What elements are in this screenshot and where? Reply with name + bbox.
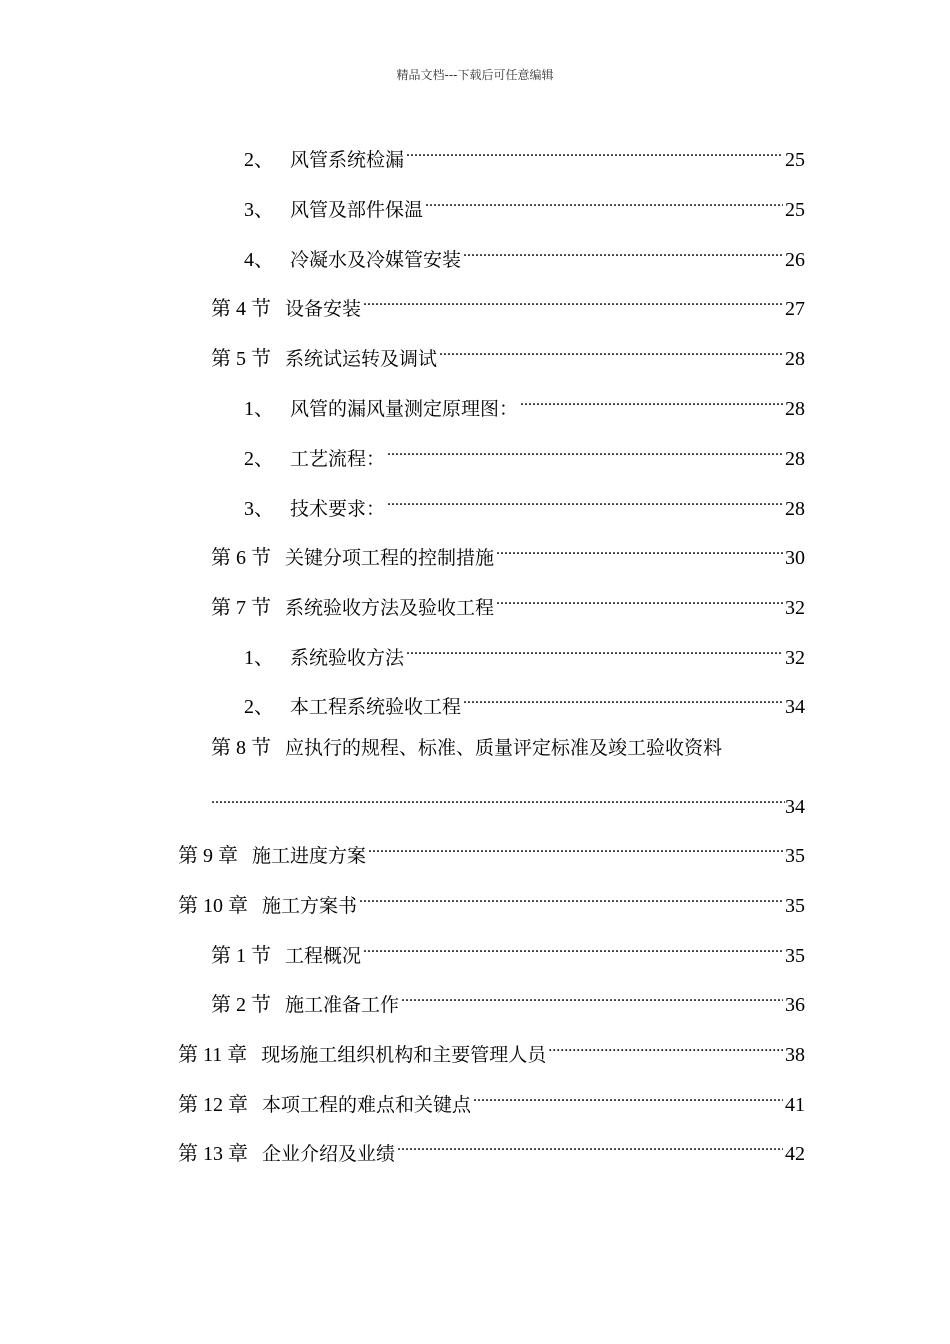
- toc-entry[interactable]: [178, 1081, 805, 1116]
- toc-entry[interactable]: [244, 634, 805, 669]
- toc-entry-title: 风管的漏风量测定原理图：: [290, 398, 519, 420]
- toc-dot-leader: [425, 186, 783, 216]
- toc-entry-title: 工程概况: [285, 945, 362, 967]
- toc-entry-page: 42: [785, 1143, 805, 1165]
- toc-entry-title: 系统试运转及调试: [285, 348, 438, 370]
- toc-dot-leader: [359, 882, 783, 912]
- toc-entry-page: 27: [785, 298, 805, 320]
- toc-entry-page: 35: [785, 895, 805, 917]
- toc-dot-leader: [406, 136, 783, 166]
- toc-entry[interactable]: [244, 485, 805, 520]
- toc-entry[interactable]: [211, 534, 805, 569]
- toc-entry-page: 35: [785, 945, 805, 967]
- toc-entry-number: 第 2 节: [211, 994, 271, 1016]
- toc-entry-title: 风管系统检漏: [290, 149, 405, 171]
- toc-entry[interactable]: [211, 932, 805, 967]
- toc-entry-number: 第 9 章: [178, 845, 238, 867]
- toc-entry-number: 2、: [244, 149, 274, 171]
- toc-entry-number: 2、: [244, 448, 274, 470]
- toc-entry-page: 34: [785, 696, 805, 718]
- toc-entry-page: 32: [785, 647, 805, 669]
- toc-entry-title: 关键分项工程的控制措施: [285, 547, 495, 569]
- toc-entry-title: 本工程系统验收工程: [290, 696, 462, 718]
- toc-entry[interactable]: [244, 385, 805, 420]
- toc-dot-leader: [496, 584, 783, 614]
- toc-entry-number: 第 8 节: [211, 737, 271, 759]
- toc-entry-number: 4、: [244, 249, 274, 271]
- toc-entry-page: 28: [785, 348, 805, 370]
- toc-entry[interactable]: [244, 236, 805, 271]
- toc-entry-page: 41: [785, 1094, 805, 1116]
- toc-entry[interactable]: [244, 136, 805, 171]
- toc-dot-leader: [401, 981, 783, 1011]
- toc-dot-leader: [387, 485, 783, 515]
- toc-entry-number: 第 12 章: [178, 1094, 248, 1116]
- toc-entry-title: 施工准备工作: [285, 994, 400, 1016]
- toc-entry[interactable]: [178, 1130, 805, 1165]
- toc-entry-title: 冷凝水及冷媒管安装: [290, 249, 462, 271]
- toc-dot-leader: [387, 435, 783, 465]
- toc-dot-leader: [368, 832, 783, 862]
- toc-entry-title: 现场施工组织机构和主要管理人员: [261, 1044, 547, 1066]
- toc-entry-title: 系统验收方法: [290, 647, 405, 669]
- toc-dot-leader: [406, 634, 783, 664]
- toc-entry-title: 风管及部件保温: [290, 199, 424, 221]
- toc-entry-title: 技术要求：: [290, 498, 386, 520]
- toc-entry[interactable]: [244, 683, 805, 718]
- toc-entry[interactable]: [211, 733, 805, 763]
- toc-entry-page: 25: [785, 149, 805, 171]
- toc-entry-page: 32: [785, 597, 805, 619]
- toc-entry-number: 1、: [244, 647, 274, 669]
- toc-entry-page: 28: [785, 448, 805, 470]
- toc-entry-page: 28: [785, 398, 805, 420]
- toc-entry[interactable]: [178, 882, 805, 917]
- toc-entry-number: 1、: [244, 398, 274, 420]
- toc-entry[interactable]: [244, 186, 805, 221]
- toc-entry-continuation[interactable]: [211, 783, 805, 818]
- toc-dot-leader: [520, 385, 783, 415]
- toc-dot-leader: [397, 1130, 783, 1160]
- toc-dot-leader: [548, 1031, 783, 1061]
- toc-dot-leader: [439, 335, 783, 365]
- toc-entry[interactable]: [211, 981, 805, 1016]
- toc-dot-leader: [211, 783, 785, 813]
- toc-entry[interactable]: [211, 285, 805, 320]
- toc-entry-page: 35: [785, 845, 805, 867]
- toc-entry-number: 2、: [244, 696, 274, 718]
- toc-entry-page: 26: [785, 249, 805, 271]
- toc-entry-number: 第 10 章: [178, 895, 248, 917]
- toc-entry[interactable]: [211, 584, 805, 619]
- toc-entry-title: 本项工程的难点和关键点: [262, 1094, 472, 1116]
- toc-entry[interactable]: [244, 435, 805, 470]
- toc-entry-number: 第 5 节: [211, 348, 271, 370]
- toc-entry[interactable]: [211, 335, 805, 370]
- toc-entry-number: 第 4 节: [211, 298, 271, 320]
- toc-dot-leader: [463, 236, 783, 266]
- toc-entry-title: 施工方案书: [262, 895, 358, 917]
- toc-entry-title: 企业介绍及业绩: [262, 1143, 396, 1165]
- toc-entry-page: 34: [785, 796, 805, 818]
- toc-entry-number: 3、: [244, 199, 274, 221]
- toc-entry-title: 系统验收方法及验收工程: [285, 597, 495, 619]
- toc-entry-title: 应执行的规程、标准、质量评定标准及竣工验收资料: [285, 737, 723, 759]
- page-header: 精品文档---下载后可任意编辑: [396, 68, 554, 82]
- toc-entry[interactable]: [178, 1031, 805, 1066]
- toc-entry-page: 30: [785, 547, 805, 569]
- toc-dot-leader: [473, 1081, 783, 1111]
- toc-dot-leader: [463, 683, 783, 713]
- toc-entry-number: 第 11 章: [178, 1044, 248, 1066]
- toc-entry-page: 28: [785, 498, 805, 520]
- toc-entry-title: 设备安装: [285, 298, 362, 320]
- toc-dot-leader: [496, 534, 783, 564]
- toc-entry-page: 36: [785, 994, 805, 1016]
- toc-entry[interactable]: [178, 832, 805, 867]
- toc-entry-title: 施工进度方案: [252, 845, 367, 867]
- toc-entry-page: 25: [785, 199, 805, 221]
- toc-entry-number: 3、: [244, 498, 274, 520]
- toc-dot-leader: [363, 285, 783, 315]
- toc-entry-number: 第 7 节: [211, 597, 271, 619]
- toc-dot-leader: [363, 932, 783, 962]
- toc-entry-number: 第 13 章: [178, 1143, 248, 1165]
- toc-entry-title: 工艺流程：: [290, 448, 386, 470]
- toc-entry-number: 第 1 节: [211, 945, 271, 967]
- toc-entry-page: 38: [785, 1044, 805, 1066]
- toc-entry-number: 第 6 节: [211, 547, 271, 569]
